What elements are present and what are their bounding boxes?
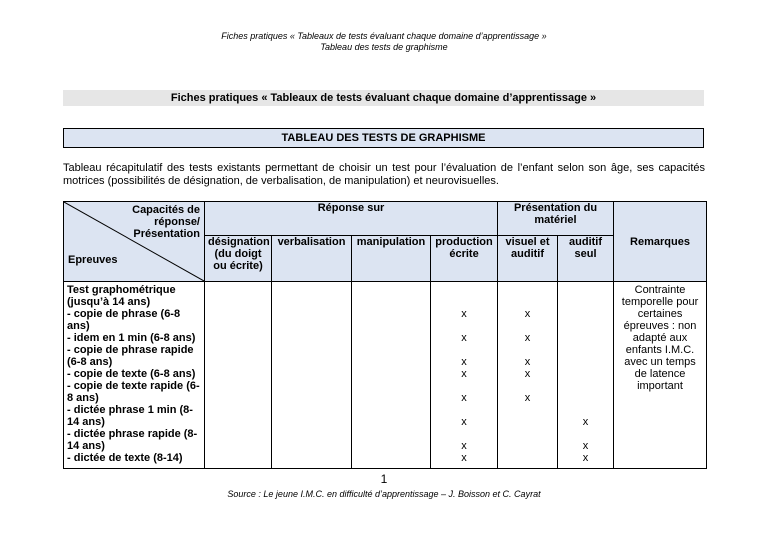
auditif-mark <box>561 356 610 368</box>
visuel-mark <box>501 440 554 452</box>
production-mark: x <box>461 440 467 452</box>
epreuve-line: ans) <box>67 320 90 332</box>
production-cell <box>431 282 498 469</box>
epreuve-line: - copie de phrase rapide <box>67 344 194 356</box>
manipulation-cell <box>352 282 431 469</box>
visuel-mark <box>501 428 554 440</box>
epreuve-line: Test graphométrique <box>67 284 176 296</box>
auditif-mark <box>561 284 610 296</box>
corner-top-label: Capacités de réponse/ Présentation <box>132 204 200 240</box>
auditif-mark: x <box>582 452 589 464</box>
visuel-mark <box>501 380 554 392</box>
production-mark <box>434 320 494 332</box>
designation-cell <box>205 282 272 469</box>
visuel-mark: x <box>524 356 531 368</box>
visuel-mark <box>501 416 554 428</box>
production-mark: x <box>461 332 467 344</box>
visuel-mark <box>501 320 554 332</box>
page-header <box>0 31 768 53</box>
visuel-mark <box>501 296 554 308</box>
remarks-cell: Contrainte temporelle pour certaines épreuves : non adapté aux enfants I.M.C. avec un temps de latence important <box>614 282 707 469</box>
visuel-mark: x <box>524 368 531 380</box>
auditif-mark: x <box>582 416 589 428</box>
epreuve-line: 14 ans) <box>67 416 105 428</box>
epreuve-line: - copie de texte (6-8 ans) <box>67 368 196 380</box>
production-mark: x <box>461 392 467 404</box>
col-header-production: production écrite <box>431 236 498 282</box>
intro-paragraph: Tableau récapitulatif des tests existants permettant de choisir un test pour l’évaluation de l’enfant selon son âge, ses capacités motrices (possibilités de désignation, de verbalisation, de manipulation) et neurovisuelles. <box>63 162 705 187</box>
col-header-auditif: auditif seul <box>558 236 614 282</box>
production-mark: x <box>461 416 467 428</box>
source-note: Source : Le jeune I.M.C. en difficulté d’apprentissage – J. Boisson et C. Cayrat <box>227 489 541 499</box>
col-header-manipulation: manipulation <box>352 236 431 282</box>
epreuve-line: - dictée de texte (8-14) <box>67 452 183 464</box>
visuel-cell <box>498 282 558 469</box>
auditif-mark <box>561 344 610 356</box>
remarks-header: Remarques <box>614 202 707 282</box>
auditif-mark <box>561 368 610 380</box>
auditif-mark <box>561 392 610 404</box>
auditif-mark <box>561 320 610 332</box>
visuel-mark <box>501 344 554 356</box>
production-mark <box>434 344 494 356</box>
production-mark <box>434 296 494 308</box>
epreuve-line: - copie de texte rapide (6- <box>67 380 200 392</box>
auditif-mark <box>561 380 610 392</box>
epreuve-line: - dictée phrase rapide (8- <box>67 428 198 440</box>
visuel-mark: x <box>524 392 531 404</box>
auditif-mark <box>561 308 610 320</box>
auditif-cell <box>558 282 614 469</box>
visuel-mark: x <box>524 332 531 344</box>
header-line-2: Tableau des tests de graphisme <box>320 42 448 52</box>
col-header-visuel: visuel et auditif <box>498 236 558 282</box>
epreuve-line: - dictée phrase 1 min (8- <box>67 404 193 416</box>
production-mark <box>434 284 494 296</box>
auditif-mark <box>561 296 610 308</box>
col-header-verbalisation: verbalisation <box>272 236 352 282</box>
group-header-response: Réponse sur <box>205 202 498 236</box>
epreuve-line: (6-8 ans) <box>67 356 113 368</box>
page-number: 1 <box>380 472 388 486</box>
visuel-mark <box>501 404 554 416</box>
verbalisation-cell <box>272 282 352 469</box>
epreuve-line: - copie de phrase (6-8 <box>67 308 181 320</box>
table-title-box: TABLEAU DES TESTS DE GRAPHISME <box>63 128 704 148</box>
header-line-1: Fiches pratiques « Tableaux de tests évaluant chaque domaine d’apprentissage » <box>221 31 547 41</box>
visuel-mark: x <box>524 308 531 320</box>
auditif-mark: x <box>582 440 589 452</box>
production-mark <box>434 380 494 392</box>
auditif-mark <box>561 428 610 440</box>
production-mark: x <box>461 452 467 464</box>
visuel-mark <box>501 452 554 464</box>
production-mark: x <box>461 308 467 320</box>
auditif-mark <box>561 332 610 344</box>
visuel-mark <box>501 284 554 296</box>
production-mark: x <box>461 356 467 368</box>
group-header-presentation: Présentation du matériel <box>498 202 614 236</box>
corner-header-cell <box>64 202 205 282</box>
section-title: Fiches pratiques « Tableaux de tests évaluant chaque domaine d’apprentissage » <box>63 90 704 106</box>
production-mark <box>434 428 494 440</box>
tests-table <box>63 201 707 469</box>
epreuves-cell <box>64 282 205 469</box>
corner-bottom-label: Epreuves <box>68 254 118 266</box>
epreuve-line: - idem en 1 min (6-8 ans) <box>67 332 196 344</box>
production-mark: x <box>461 368 467 380</box>
col-header-designation: désignation (du doigt ou écrite) <box>205 236 272 282</box>
production-mark <box>434 404 494 416</box>
auditif-mark <box>561 404 610 416</box>
epreuve-line: (jusqu’à 14 ans) <box>67 296 151 308</box>
epreuve-line: 8 ans) <box>67 392 99 404</box>
epreuve-line: 14 ans) <box>67 440 105 452</box>
